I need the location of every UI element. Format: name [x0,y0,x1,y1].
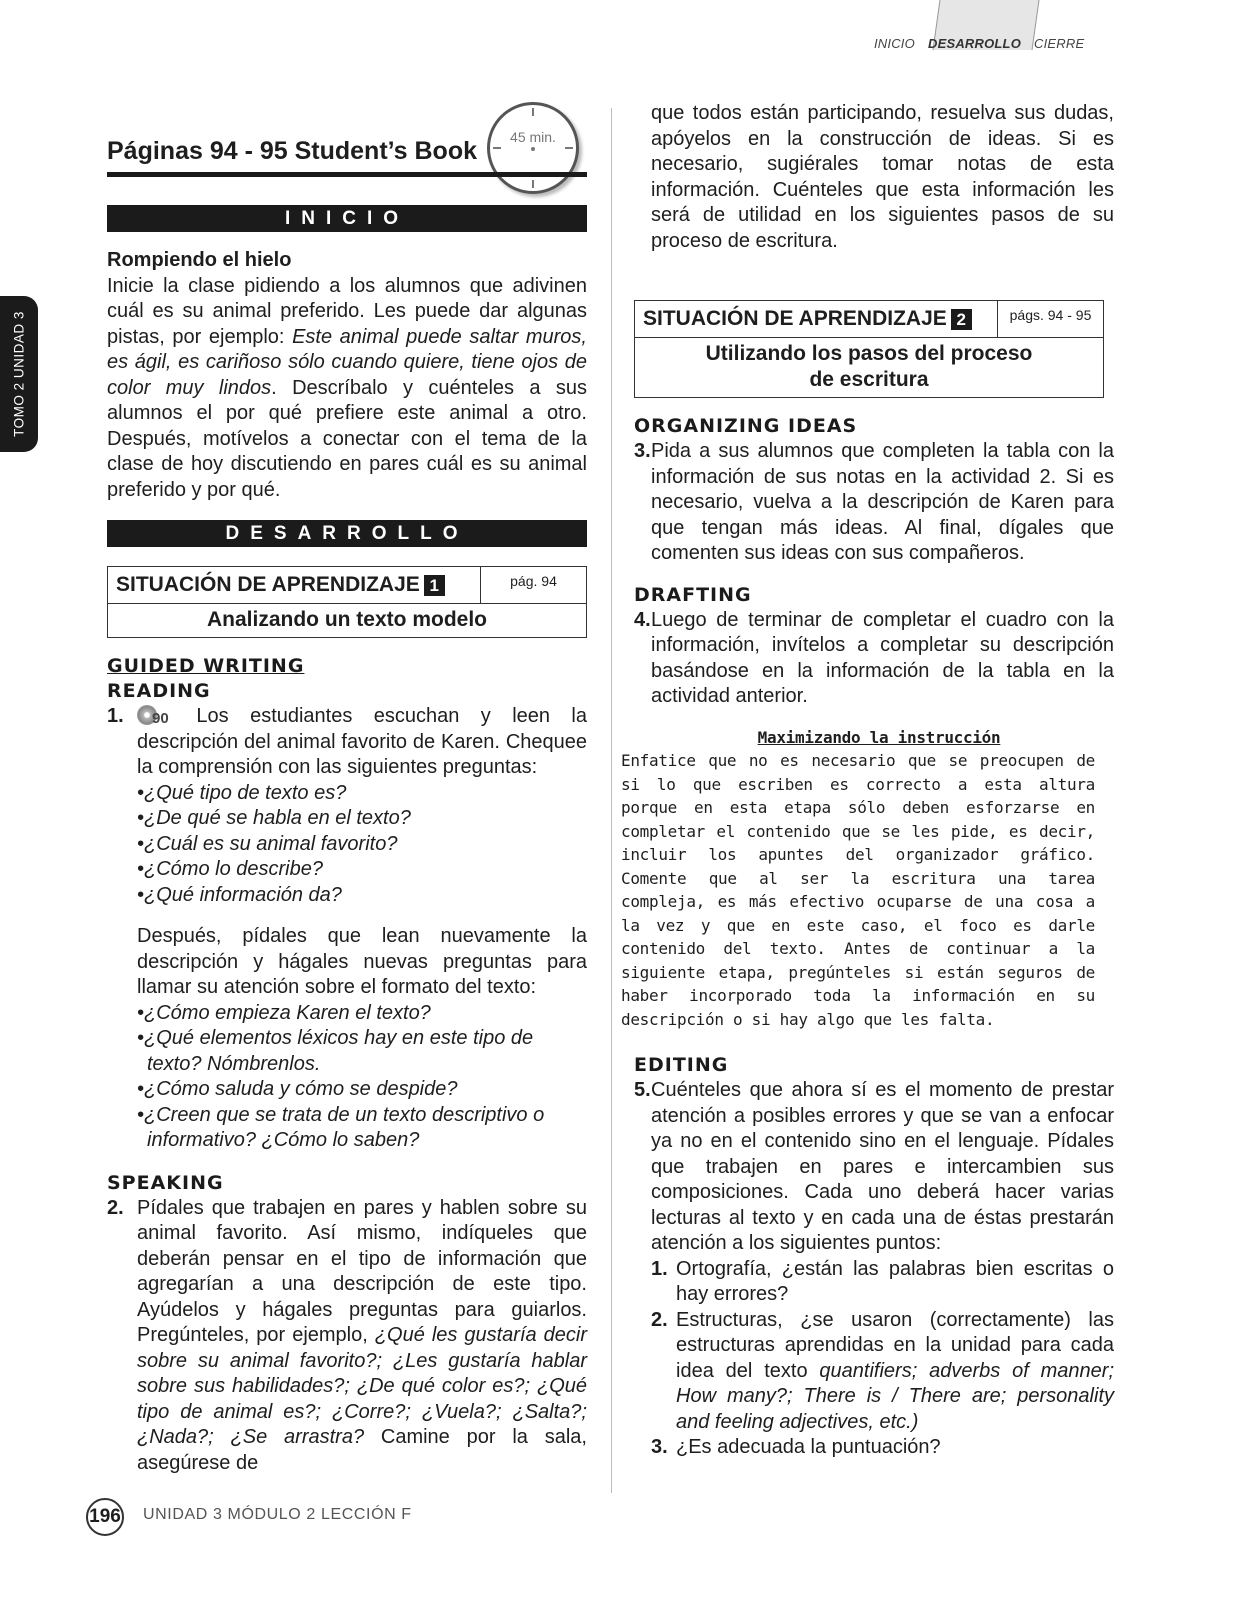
item-4: 4. Luego de terminar de completar el cuadro con la información, invítelos a completar su descripción basándose en la información de la tabla en la actividad anterior. [634,608,1114,707]
item-5-checklist [651,1257,1114,1461]
nav-cierre: CIERRE [1034,36,1085,51]
audio-cd-icon: 90 [137,704,171,726]
item-1-format-questions [107,1001,587,1154]
inicio-paragraph: Inicie la clase pidiendo a los alumnos que adivinen cuál es su animal preferido. Les puede dar algunas pistas, por ejemplo: Este animal puede saltar muros, es ágil, es cariñoso sólo cuando quiere, tiene ojos de color muy lindos. Descríbalo y cuénteles a sus alumnos el por qué prefiere este animal a otro. Después, motívelos a conectar con el tema de la clase de hoy discutiendo en pares cuál es su animal preferido y por qué. [107,274,587,501]
item-1-followup: Después, pídales que lean nuevamente la descripción y hágales nuevas preguntas para llamar su atención sobre el formato del texto: [137,925,587,998]
question-item: •¿Cuál es su animal favorito? [137,832,398,855]
bar-desarrollo: DESARROLLO [107,520,587,547]
left-column [107,136,587,1476]
situacion-2-page: págs. 94 - 95 [1009,307,1092,323]
item-5: 5. Cuénteles que ahora sí es el momento de prestar atención a posibles errores y que se van a enfocar ya no en el contenido sino en el lenguaje. Pídales que trabajen en pares e intercambien sus composiciones. Cada uno deberá hacer varias lecturas al texto y en cada una de éstas prestarán atención a los siguientes puntos: 1. Ortografía, ¿están las palabras bien escritas o hay errores? 2. Estructuras, ¿se usaron (correctamente) las estructuras aprendidas en la unidad para cada idea del texto quantifiers; adverbs of manner; How many?; There is / There are; personality and feeling adjectives, etc.) 3. ¿Es adecuada la puntuación? [634,1078,1114,1461]
question-item: texto? Nómbrenlos. [147,1052,321,1075]
title-rule [107,172,587,177]
column-divider [611,108,612,1493]
question-item: •¿Cómo empieza Karen el texto? [137,1001,431,1024]
situacion-1-box [107,566,587,638]
question-item: •¿Cómo saluda y cómo se despide? [137,1078,458,1100]
nav-inicio: INICIO [874,36,915,51]
continued-paragraph: que todos están participando, resuelva sus dudas, apóyelos en la construcción de ideas. Si es necesario, sugiérales tomar notas de esta información. Cuénteles que esta información les será de utilidad en los siguientes pasos de su proceso de escritura. [651,102,1114,252]
page-title: Páginas 94 - 95 Student’s Book [107,137,478,165]
item-1-questions [107,781,587,909]
heading-organizing: ORGANIZING IDEAS [634,415,858,437]
clock-label: 45 min. [510,129,556,145]
situacion-2-box [634,300,1104,398]
section-nav [874,0,1120,60]
item-3: 3. Pida a sus alumnos que completen la tabla con la información de sus notas en la actividad 2. Si es necesario, vuelva a la descripción de Karen para que tengan más ideas. Al final, dígales que comenten sus ideas con sus compañeros. [634,440,1114,564]
checklist-item: 1. Ortografía, ¿están las palabras bien escritas o hay errores? [651,1257,1114,1305]
heading-guided-writing: GUIDED WRITING [107,655,305,677]
side-tab [0,296,38,452]
checklist-item: 2. Estructuras, ¿se usaron (correctamente) las estructuras aprendidas en la unidad para cada idea del texto quantifiers; adverbs of manner; How many?; There is / There are; personality and feeling adjectives, etc.) [651,1308,1115,1433]
maximizando-text: Enfatice que no es necesario que se preocupen de si lo que escriben es correcto a esta altura porque en esta etapa sólo deben esforzarse en completar el contenido que se les pide, es decir, incluir los apuntes del organizador gráfico. Comente que al ser la escritura una tarea compleja, es más efectivo ocuparse de una cosa a la vez y que en este caso, el foco es darle contenido del texto. Antes de continuar a la siguiente etapa, pregúnteles si están seguros de haber incorporado toda la información en su descripción o si hay algo que les falta. [621,751,1095,1029]
page-number: 196 [86,1498,124,1536]
footer-text: UNIDAD 3 MÓDULO 2 LECCIÓN F [143,1506,412,1523]
checklist-item: 3. ¿Es adecuada la puntuación? [651,1436,941,1458]
situacion-1-label: SITUACIÓN DE APRENDIZAJE 1 [108,567,481,603]
nav-desarrollo: DESARROLLO [928,36,1021,51]
situacion-2-title: Utilizando los pasos del proceso de escritura [705,342,1033,391]
question-item: informativo? ¿Cómo lo saben? [147,1129,420,1151]
question-item: •¿Qué información da? [137,883,342,906]
heading-reading: READING [107,680,211,702]
item-1: 1. 90 Los estudiantes escuchan y leen la descripción del animal favorito de Karen. Chequee la comprensión con las siguientes preguntas: [107,705,587,778]
question-item: •¿Qué tipo de texto es? [137,781,347,804]
heading-editing: EDITING [634,1054,729,1076]
situacion-2-label: SITUACIÓN DE APRENDIZAJE 2 [635,301,998,337]
situacion-1-title: Analizando un texto modelo [206,608,487,631]
heading-drafting: DRAFTING [634,583,752,606]
side-tab-label: TOMO 2 UNIDAD 3 [11,311,27,437]
question-item: •¿Cómo lo describe? [137,858,323,880]
question-item: •¿Qué elementos léxicos hay en este tipo de [137,1027,534,1049]
item-2: 2. Pídales que trabajen en pares y hablen sobre su animal favorito. Así mismo, indíqueles que deberán pensar en el tipo de información que agregarían a una descripción de este tipo. Ayúdelos y hágales preguntas para guiarlos. Pregúnteles, por ejemplo, ¿Qué les gustaría decir sobre su animal favorito?; ¿Les gustaría hablar sobre sus habilidades?; ¿De qué color es?; ¿Qué tipo de animal es?; ¿Corre?; ¿Vuela?; ¿Salta?; ¿Nada?; ¿Se arrastra? Camine por la sala, asegúrese de [107,1196,587,1474]
right-column [621,101,1115,1461]
heading-speaking: SPEAKING [107,1171,224,1194]
question-item: •¿De qué se habla en el texto? [137,807,411,829]
maximizando-title: Maximizando la instrucción [757,727,1001,747]
situacion-1-page: pág. 94 [510,573,557,589]
bar-inicio: INICIO [107,205,587,232]
question-item: •¿Creen que se trata de un texto descriptivo o [137,1103,545,1126]
inicio-subtitle: Rompiendo el hielo [107,249,292,271]
